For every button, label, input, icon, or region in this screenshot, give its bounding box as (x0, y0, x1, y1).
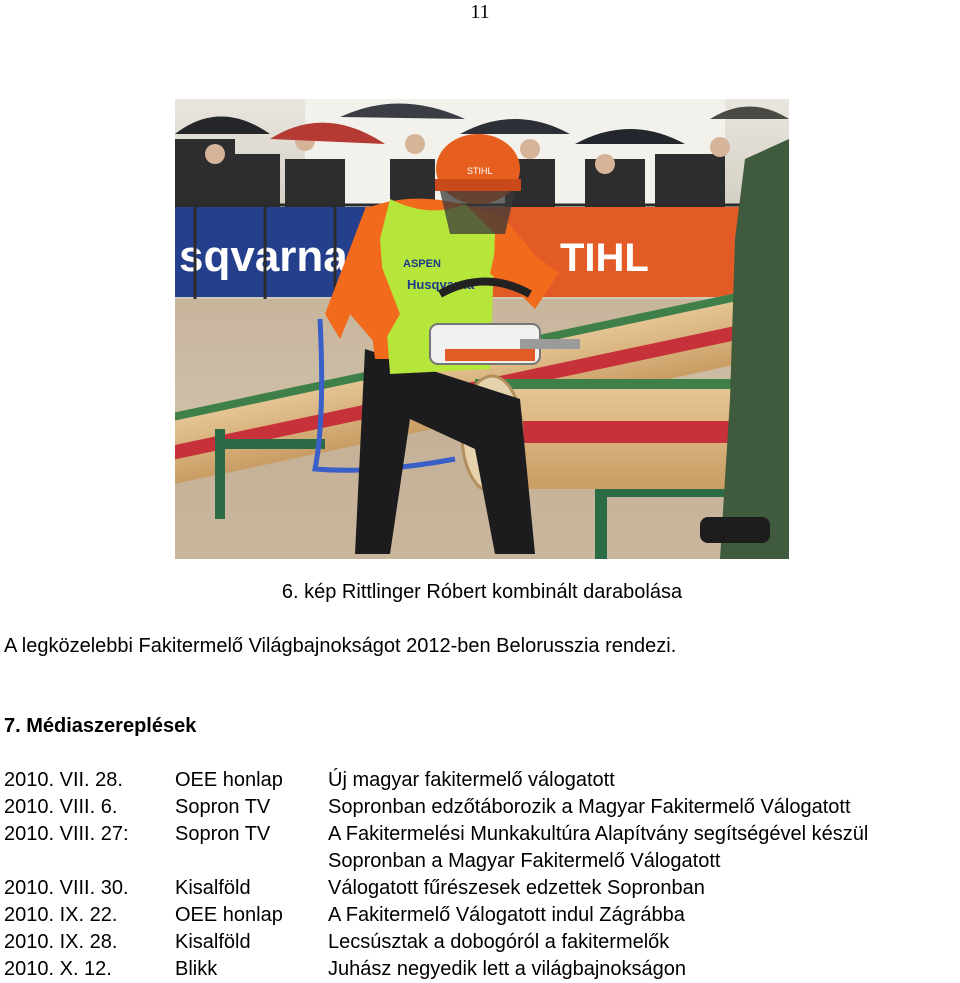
entry-date (4, 848, 175, 875)
media-entry (4, 794, 960, 821)
entry-source: OEE honlap (175, 904, 283, 926)
entry-date: 2010. IX. 28. (4, 931, 118, 953)
media-entry-continuation (4, 848, 960, 875)
entry-source: Kisalföld (175, 877, 251, 899)
media-entry (4, 929, 960, 956)
entry-source: Kisalföld (175, 931, 251, 953)
banner-right-text: TIHL (560, 236, 649, 280)
entry-date: 2010. VIII. 6. (4, 796, 118, 818)
entry-title: Válogatott fűrészesek edzettek Sopronban (328, 877, 705, 899)
section-heading: 7. Médiaszereplések (4, 715, 197, 737)
entry-source: Blikk (175, 958, 218, 980)
media-entry (4, 902, 960, 929)
entry-date: 2010. IX. 22. (4, 904, 118, 926)
entry-date: 2010. X. 12. (4, 958, 112, 980)
entry-title: Sopronban a Magyar Fakitermelő Válogatott (328, 850, 721, 872)
entry-title: A Fakitermelő Válogatott indul Zágrábba (328, 904, 685, 926)
media-entry (4, 767, 960, 794)
entry-title: Sopronban edzőtáborozik a Magyar Fakitermelő Válogatott (328, 796, 851, 818)
entry-source: OEE honlap (175, 769, 283, 791)
banner-left-text: sqvarna (179, 232, 348, 281)
entry-date: 2010. VII. 28. (4, 769, 123, 791)
entry-source: Sopron TV (175, 796, 271, 818)
vest-text-aspen: ASPEN (403, 258, 441, 270)
entry-date: 2010. VIII. 30. (4, 877, 129, 899)
media-entry (4, 875, 960, 902)
vest-text-husqvarna: Husqvarna (407, 277, 475, 292)
media-appearances-list (4, 767, 960, 983)
media-entry (4, 821, 960, 848)
figure-caption: 6. kép Rittlinger Róbert kombinált darabolása (281, 581, 683, 603)
entry-title: Lecsúsztak a dobogóról a fakitermelők (328, 931, 670, 953)
entry-source (175, 848, 328, 875)
entry-source: Sopron TV (175, 823, 271, 845)
entry-title: Új magyar fakitermelő válogatott (328, 769, 615, 791)
media-entry (4, 956, 960, 983)
body-paragraph: A legközelebbi Fakitermelő Világbajnokságot 2012-ben Belorusszia rendezi. (4, 635, 677, 657)
entry-title: A Fakitermelési Munkakultúra Alapítvány segítségével készül (328, 823, 869, 845)
entry-title: Juhász negyedik lett a világbajnokságon (328, 958, 687, 980)
page-number: 11 (470, 1, 490, 23)
entry-date: 2010. VIII. 27: (4, 823, 129, 845)
helmet-text: STIHL (467, 166, 493, 176)
competition-photo (175, 99, 789, 559)
